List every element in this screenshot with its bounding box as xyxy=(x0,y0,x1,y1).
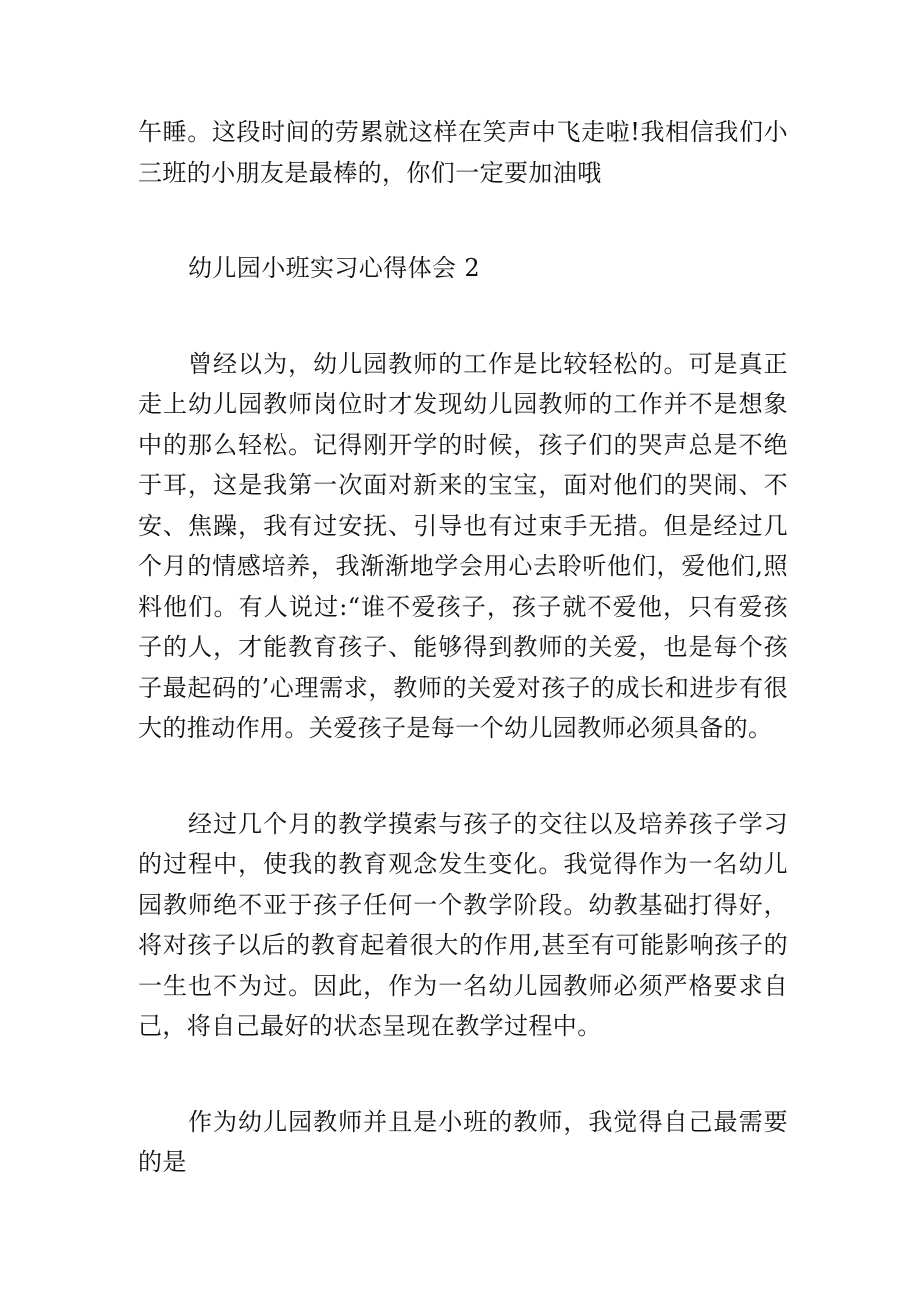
paragraph-3: 作为幼儿园教师并且是小班的教师，我觉得自己最需要的是 xyxy=(138,1107,788,1176)
document-page xyxy=(138,112,788,1183)
paragraph-1: 曾经以为，幼儿园教师的工作是比较轻松的。可是真正走上幼儿园教师岗位时才发现幼儿园教师的工作并不是想象中的那么轻松。记得刚开学的时候，孩子们的哭声总是不绝于耳，这是我第一次面对新来的宝宝，面对他们的哭闹、不安、焦躁，我有过安抚、引导也有过束手无措。但是经过几个月的情感培养，我渐渐地学会用心去聆听他们，爱他们,照料他们。有人说过:“谁不爱孩子，孩子就不爱他，只有爱孩子的人，才能教育孩子、能够得到教师的关爱，也是每个孩子最起码的’心理需求，教师的关爱对孩子的成长和进步有很大的推动作用。关爱孩子是每一个幼儿园教师必须具备的。 xyxy=(138,349,788,742)
paragraph-intro: 午睡。这段时间的劳累就这样在笑声中飞走啦!我相信我们小三班的小朋友是最棒的，你们一定要加油哦 xyxy=(138,118,788,187)
paragraph-2: 经过几个月的教学摸索与孩子的交往以及培养孩子学习的过程中，使我的教育观念发生变化。我觉得作为一名幼儿园教师绝不亚于孩子任何一个教学阶段。幼教基础打得好，将对孩子以后的教育起着很大的作用,甚至有可能影响孩子的一生也不为过。因此，作为一名幼儿园教师必须严格要求自己，将自己最好的状态呈现在教学过程中。 xyxy=(138,809,788,1040)
section-heading: 幼儿园小班实习心得体会 2 xyxy=(188,254,481,282)
